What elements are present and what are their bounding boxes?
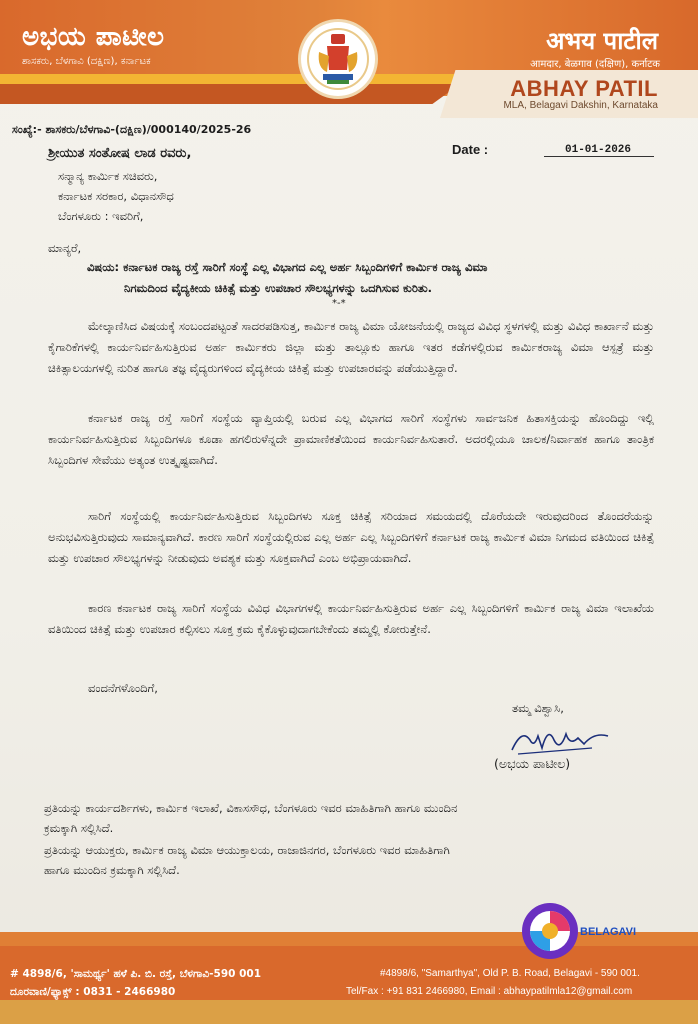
- body-paragraph: ಸಾರಿಗೆ ಸಂಸ್ಥೆಯಲ್ಲಿ ಕಾರ್ಯನಿರ್ವಹಿಸುತ್ತಿರುವ ಸಿಬ್ಬಂದಿಗಳು ಸೂಕ್ತ ಚಿಕಿತ್ಸೆ ಸರಿಯಾದ ಸಮಯದಲ್ಲಿ ದೊರೆಯದೇ ಇರುವುದರಿಂದ ತೊಂದರೆಯನ್ನು ಅನುಭವಿಸುತ್ತಿರುವುದು ಸಾಮಾನ್ಯವಾಗಿದೆ. ಕಾರಣ ಸಾರಿಗೆ ಸಂಸ್ಥೆಯಲ್ಲಿರುವ ಎಲ್ಲ ಅರ್ಹ ಎಲ್ಲ ಸಿಬ್ಬಂದಿಗಳಿಗೆ ಕರ್ನಾಟಕ ರಾಜ್ಯ ಕಾರ್ಮಿಕ ವಿಮಾ ನಿಗಮದ ವತಿಯಿಂದ ಚಿಕಿತ್ಸೆ ಮತ್ತು ಉಪಚಾರ ಸೌಲಭ್ಯಗಳನ್ನು ನೀಡುವುದು ಅವಶ್ಯಕ ಮತ್ತು ಸೂಕ್ತವಾಗಿದೆ ಎಂಬ ಅಭಿಪ್ರಾಯವಾಗಿದೆ.: [48, 509, 654, 565]
- kannada-name: ಅಭಯ ಪಾಟೀಲ: [22, 22, 165, 52]
- date-underline: [544, 156, 654, 157]
- recipient-line: ಸನ್ಮಾನ್ಯ ಕಾರ್ಮಿಕ ಸಚಿವರು,: [58, 169, 158, 183]
- footer-english-address: #4898/6, "Samarthya", Old P. B. Road, Belagavi - 590 001.: [380, 968, 640, 979]
- recipient-line: ಕರ್ನಾಟಕ ಸರಕಾರ, ವಿಧಾನಸೌಧ: [58, 189, 174, 203]
- footer-kannada-address: # 4898/6, 'ಸಾಮರ್ಥ್ಯ' ಹಳೆ ಪಿ. ಬಿ. ರಸ್ತೆ, ಬೆಳಗಾವಿ-590 001: [10, 968, 262, 980]
- body-paragraph: ಮೇಲ್ಕಾಣಿಸಿದ ವಿಷಯಕ್ಕೆ ಸಂಬಂದಪಟ್ಟಂತೆ ಸಾದರಪಡಿಸುತ್ತ, ಕಾರ್ಮಿಕ ರಾಜ್ಯ ವಿಮಾ ಯೋಜನೆಯಲ್ಲಿ ರಾಜ್ಯದ ವಿವಿಧ ಸ್ಥಳಗಳಲ್ಲಿ ಮತ್ತು ವಿವಿಧ ಕಾರ್ಖಾನೆ ಮತ್ತು ಕೈಗಾರಿಕೆಗಳಲ್ಲಿ ಕಾರ್ಯನಿರ್ವಹಿಸುತ್ತಿರುವ ಅರ್ಹ ಕಾರ್ಮಿಕರು ಜಿಲ್ಲಾ ಮತ್ತು ತಾಲ್ಲೂಕು ಹಾಗೂ ಇತರ ಕಡೆಗಳಲ್ಲಿರುವ ಕಾರ್ಮಿಕರಾಜ್ಯ ವಿಮಾ ಆಸ್ಪತ್ರೆ ಮತ್ತು ಚಿಕಿತ್ಸಾಲಯಗಳಲ್ಲಿ ನುರಿತ ಹಾಗೂ ತಜ್ಞ ವೈದ್ಯರುಗಳಿಂದ ವೈದ್ಯಕೀಯ ಚಿಕಿತ್ಸೆ ಮತ್ತು ಉಪಚಾರವನ್ನು ಪಡೆಯುತ್ತಿದ್ದಾರೆ.: [48, 319, 654, 375]
- english-name: ABHAY PATIL: [510, 76, 658, 101]
- kannada-designation: ಶಾಸಕರು, ಬೆಳಗಾವಿ (ದಕ್ಷಿಣ), ಕರ್ನಾಟಕ: [22, 56, 151, 67]
- signatory-name: (ಅಭಯ ಪಾಟೀಲ): [494, 756, 571, 771]
- copy-to-line: ಪ್ರತಿಯನ್ನು ಆಯುಕ್ತರು, ಕಾರ್ಮಿಕ ರಾಜ್ಯ ವಿಮಾ ಆಯುಕ್ತಾಲಯ, ರಾಜಾಜಿನಗರ, ಬೆಂಗಳೂರು ಇವರ ಮಾಹಿತಿಗಾಗಿ: [44, 843, 450, 857]
- footer-bottom-stripe: [0, 1000, 698, 1024]
- body-paragraph: ಕಾರಣ ಕರ್ನಾಟಕ ರಾಜ್ಯ ಸಾರಿಗೆ ಸಂಸ್ಥೆಯ ವಿವಿಧ ವಿಭಾಗಗಳಲ್ಲಿ ಕಾರ್ಯನಿರ್ವಹಿಸುತ್ತಿರುವ ಅರ್ಹ ಎಲ್ಲ ಸಿಬ್ಬಂದಿಗಳಿಗೆ ಕಾರ್ಮಿಕ ರಾಜ್ಯ ವಿಮಾ ಇಲಾಖೆಯ ವತಿಯಿಂದ ಚಿಕಿತ್ಸೆ ಮತ್ತು ಉಪಚಾರ ಕಲ್ಪಿಸಲು ಸೂಕ್ತ ಕ್ರಮ ಕೈಕೊಳ್ಳುವುದಾಗಬೇಕೆಂದು ತಮ್ಮಲ್ಲಿ ಕೋರುತ್ತೇನೆ.: [48, 601, 654, 636]
- subject-line: ವಿಷಯ: ಕರ್ನಾಟಕ ರಾಜ್ಯ ರಸ್ತೆ ಸಾರಿಗೆ ಸಂಸ್ಥೆ ಎಲ್ಲ ವಿಭಾಗದ ಎಲ್ಲ ಅರ್ಹ ಸಿಬ್ಬಂದಿಗಳಿಗೆ ಕಾರ್ಮಿಕ ರಾಜ್ಯ ವಿಮಾ: [87, 260, 488, 274]
- watermark-label: BELAGAVI: [580, 926, 637, 938]
- recipient-line: ಬೆಂಗಳೂರು : ಇವರಿಗೆ,: [58, 209, 144, 223]
- date-value: 01-01-2026: [565, 144, 632, 156]
- hindi-designation: आमदार, बेळगाव (दक्षिण), कर्नाटक: [530, 59, 660, 70]
- english-designation: MLA, Belagavi Dakshin, Karnataka: [503, 100, 658, 111]
- copy-to-line: ಹಾಗೂ ಮುಂದಿನ ಕ್ರಮಕ್ಕಾಗಿ ಸಲ್ಲಿಸಿದೆ.: [44, 863, 180, 877]
- copy-to-line: ಕ್ರಮಕ್ಕಾಗಿ ಸಲ್ಲಿಸಿದೆ.: [44, 821, 114, 835]
- footer-kannada-phone: ದೂರವಾಣಿ/ಫ್ಯಾಕ್ಸ್ : 0831 - 2466980: [10, 986, 176, 998]
- state-emblem-icon: [301, 22, 375, 96]
- separator: *-*: [332, 298, 346, 309]
- body-paragraph: ಕರ್ನಾಟಕ ರಾಜ್ಯ ರಸ್ತೆ ಸಾರಿಗೆ ಸಂಸ್ಥೆಯ ವ್ಯಾಪ್ತಿಯಲ್ಲಿ ಬರುವ ಎಲ್ಲ ವಿಭಾಗದ ಸಾರಿಗೆ ಸಂಸ್ಥೆಗಳು ಸಾರ್ವಜನಿಕ ಹಿತಾಸಕ್ತಿಯನ್ನು ಹೊಂದಿದ್ದು ಇಲ್ಲಿ ಕಾರ್ಯನಿರ್ವಹಿಸುತ್ತಿರುವ ಸಿಬ್ಬಂದಿಗಳೂ ಕೂಡಾ ಹಗಲಿರುಳೆನ್ನದೇ ಪ್ರಾಮಾಣಿಕತೆಯಿಂದ ಕಾರ್ಯನಿರ್ವಹಿಸುತಾರೆ. ಅದರಲ್ಲಿಯೂ ಚಾಲಕ/ನಿರ್ವಾಹಕ ಹಾಗೂ ತಾಂತ್ರಿಕ ಸಿಬ್ಬಂದಿಗಳ ಸೇವೆಯು ಅತ್ಯಂತ ಉತ್ಕೃಷ್ಟವಾಗಿದೆ.: [48, 411, 654, 467]
- subject-line: ನಿಗಮದಿಂದ ವೈದ್ಯಕೀಯ ಚಿಕಿತ್ಸೆ ಮತ್ತು ಉಪಚಾರ ಸೌಲಭ್ಯಗಳನ್ನು ಒದಗಿಸುವ ಕುರಿತು.: [124, 281, 433, 295]
- salutation: ಮಾನ್ಯರೆ,: [48, 241, 82, 255]
- hindi-name: अभय पाटील: [546, 27, 658, 55]
- reference-number: ಸಂಖ್ಯೆ:- ಶಾಸಕರು/ಬೆಳಗಾವಿ-(ದಕ್ಷಿಣ)/000140/2025-26: [12, 123, 252, 136]
- letterhead-band: [0, 84, 460, 104]
- copy-to-line: ಪ್ರತಿಯನ್ನು ಕಾರ್ಯದರ್ಶಿಗಳು, ಕಾರ್ಮಿಕ ಇಲಾಖೆ, ವಿಕಾಸಸೌಧ, ಬೆಂಗಳೂರು ಇವರ ಮಾಹಿತಿಗಾಗಿ ಹಾಗೂ ಮುಂದಿನ: [44, 801, 458, 815]
- footer-english-contact: Tel/Fax : +91 831 2466980, Email : abhaypatilmla12@gmail.com: [346, 986, 633, 997]
- recipient-name: ಶ್ರೀಯುತ ಸಂತೋಷ ಲಾಡ ರವರು,: [48, 146, 192, 161]
- date-label: Date :: [452, 142, 489, 157]
- closing: ವಂದನೆಗಳೊಂದಿಗೆ,: [88, 681, 158, 695]
- yours-faithfully: ತಮ್ಮ ವಿಶ್ವಾಸಿ,: [512, 701, 564, 715]
